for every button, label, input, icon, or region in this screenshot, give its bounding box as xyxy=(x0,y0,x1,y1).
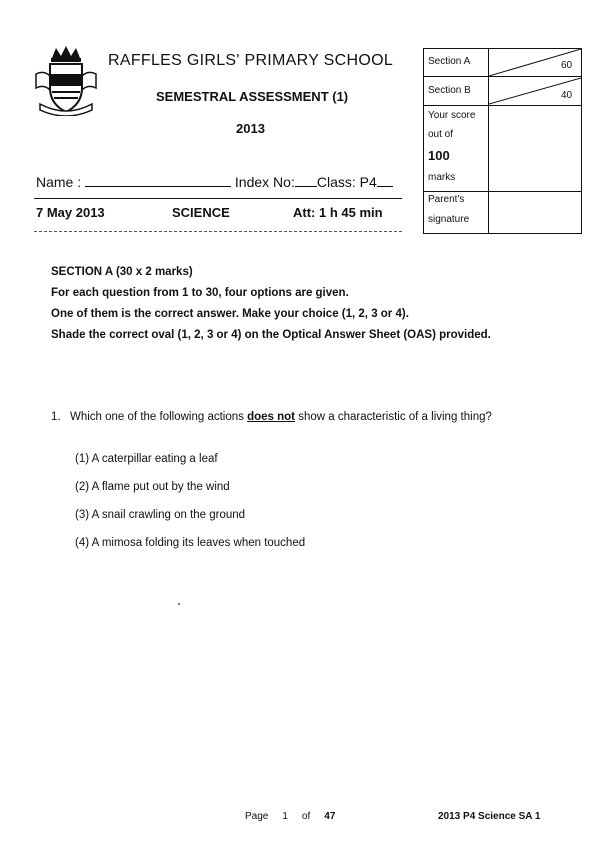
page-total: 47 xyxy=(324,811,336,822)
name-blank xyxy=(85,172,231,187)
instruction-line: Shade the correct oval (1, 2, 3 or 4) on the Optical Answer Sheet (OAS) provided. xyxy=(51,329,491,341)
section-instructions xyxy=(51,262,491,346)
section-a-label: Section A xyxy=(428,56,471,67)
index-blank xyxy=(295,172,317,187)
your-score-label-1: Your score xyxy=(428,110,476,121)
paper-code: 2013 P4 Science SA 1 xyxy=(438,811,541,822)
parent-label-1: Parent's xyxy=(428,194,465,205)
header-rule xyxy=(34,198,402,199)
section-a-marks: 60 xyxy=(561,60,573,71)
marks-label: marks xyxy=(428,172,456,183)
page-number: 1 xyxy=(282,811,288,822)
your-score-label-2: out of xyxy=(428,129,454,140)
answer-option-4: (4) A mimosa folding its leaves when touched xyxy=(75,537,306,549)
stem-emphasis: does not xyxy=(247,411,295,423)
stem-text: Which one of the following actions xyxy=(70,411,248,423)
question-number: 1. xyxy=(51,411,61,423)
assessment-title: SEMESTRAL ASSESSMENT (1) xyxy=(156,89,349,104)
header-dashed-rule xyxy=(34,231,402,232)
page-word: Page xyxy=(245,811,269,822)
of-word: of xyxy=(301,811,311,822)
score-table xyxy=(423,48,582,234)
school-crest-logo xyxy=(34,44,98,116)
exam-subject: SCIENCE xyxy=(172,205,230,220)
school-name: RAFFLES GIRLS' PRIMARY SCHOOL xyxy=(108,52,394,69)
parent-label-2: signature xyxy=(428,214,470,225)
page-indicator xyxy=(245,811,335,822)
section-b-label: Section B xyxy=(428,85,471,96)
exam-duration: Att: 1 h 45 min xyxy=(293,205,383,220)
section-b-marks: 40 xyxy=(561,90,573,101)
index-label: Index No: xyxy=(234,174,295,190)
instruction-line: One of them is the correct answer. Make your choice (1, 2, 3 or 4). xyxy=(51,308,409,320)
answer-option-1: (1) A caterpillar eating a leaf xyxy=(75,453,218,465)
class-blank xyxy=(377,172,393,187)
class-label: Class: P4 xyxy=(316,174,377,190)
section-heading: SECTION A (30 x 2 marks) xyxy=(51,266,193,278)
answer-option-3: (3) A snail crawling on the ground xyxy=(75,509,246,521)
stem-text-end: show a characteristic of a living thing? xyxy=(295,411,492,423)
instruction-line: For each question from 1 to 30, four options are given. xyxy=(51,287,349,299)
question-stem xyxy=(51,411,492,423)
scan-speck xyxy=(178,603,180,605)
total-marks: 100 xyxy=(428,148,450,163)
assessment-year: 2013 xyxy=(236,121,265,136)
answer-option-2: (2) A flame put out by the wind xyxy=(75,481,230,493)
name-label: Name : xyxy=(36,174,82,190)
exam-date: 7 May 2013 xyxy=(36,205,105,220)
student-details-row xyxy=(36,172,393,190)
